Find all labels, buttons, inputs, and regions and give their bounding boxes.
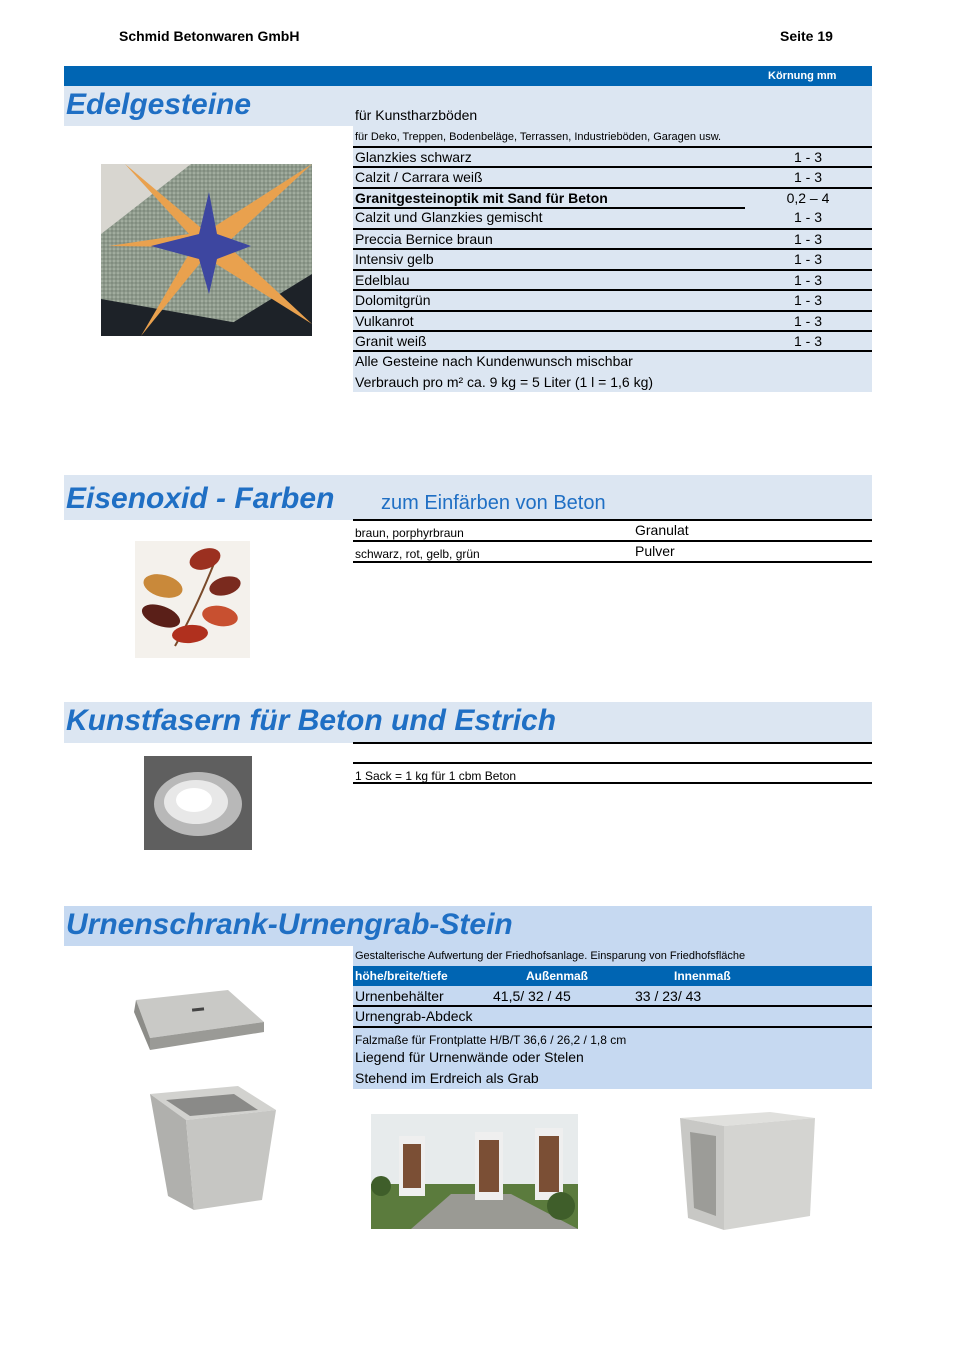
fibers-image bbox=[144, 756, 252, 850]
table-row: Preccia Bernice braun 1 - 3 bbox=[353, 228, 872, 248]
table-row: schwarz, rot, gelb, grün Pulver bbox=[353, 540, 872, 563]
table-row: Urnenbehälter 41,5/ 32 / 45 33 / 23/ 43 bbox=[353, 987, 872, 1007]
cemetery-photo bbox=[371, 1114, 578, 1229]
table-row: braun, porphyrbraun Granulat bbox=[353, 519, 872, 540]
star-floor-image bbox=[101, 164, 312, 336]
urn-lid-image bbox=[128, 984, 268, 1056]
table-row: Vulkanrot 1 - 3 bbox=[353, 310, 872, 330]
falz-text: Falzmaße für Frontplatte H/B/T 36,6 / 26,2 / 1,8 cm bbox=[355, 1033, 627, 1047]
section-title-urnen: Urnenschrank-Urnengrab-Stein bbox=[66, 908, 513, 941]
column-header-grain: Körnung mm bbox=[768, 70, 837, 82]
header-dimensions: höhe/breite/tiefe bbox=[355, 969, 448, 983]
header-inner: Innenmaß bbox=[674, 969, 731, 983]
usage-text: für Deko, Treppen, Bodenbeläge, Terrassen, Industrieböden, Garagen usw. bbox=[355, 131, 722, 143]
note-mixable: Alle Gesteine nach Kundenwunsch mischbar bbox=[355, 353, 633, 369]
section-title-eisenoxid: Eisenoxid - Farben bbox=[66, 482, 335, 515]
intro-text: Gestalterische Aufwertung der Friedhofsanlage. Einsparung von Friedhofsfläche bbox=[355, 950, 746, 962]
leaves-image bbox=[135, 541, 250, 658]
table-row: Dolomitgrün 1 - 3 bbox=[353, 289, 872, 309]
table-row: Granitgesteinoptik mit Sand für Beton 0,2 – 4 bbox=[353, 187, 872, 207]
urn-box-open-image bbox=[680, 1112, 815, 1232]
section-subtitle: zum Einfärben von Beton bbox=[381, 492, 606, 514]
company-name: Schmid Betonwaren GmbH bbox=[119, 28, 300, 44]
table-row: Urnengrab-Abdeck bbox=[353, 1007, 872, 1028]
table-row: 1 Sack = 1 kg für 1 cbm Beton bbox=[353, 762, 872, 784]
section-title-kunstfasern: Kunstfasern für Beton und Estrich bbox=[66, 704, 557, 737]
section-header-bar bbox=[64, 66, 872, 86]
table-row: Calzit / Carrara weiß 1 - 3 bbox=[353, 166, 872, 186]
table-row: Glanzkies schwarz 1 - 3 bbox=[353, 146, 872, 166]
urn-box-image bbox=[146, 1080, 278, 1212]
header-outer: Außenmaß bbox=[526, 969, 589, 983]
note-consumption: Verbrauch pro m² ca. 9 kg = 5 Liter (1 l = 1,6 kg) bbox=[355, 374, 654, 390]
table-row: Intensiv gelb 1 - 3 bbox=[353, 248, 872, 268]
section-title-edelgesteine: Edelgesteine bbox=[66, 88, 252, 121]
section-subtitle: für Kunstharzböden bbox=[355, 107, 478, 123]
table-row: Granit weiß 1 - 3 bbox=[353, 330, 872, 352]
usage-lying: Liegend für Urnenwände oder Stelen bbox=[355, 1049, 584, 1065]
table-row: Edelblau 1 - 3 bbox=[353, 269, 872, 289]
table-row: Calzit und Glanzkies gemischt 1 - 3 bbox=[355, 209, 822, 225]
usage-standing: Stehend im Erdreich als Grab bbox=[355, 1070, 539, 1086]
page-number: Seite 19 bbox=[780, 28, 833, 44]
